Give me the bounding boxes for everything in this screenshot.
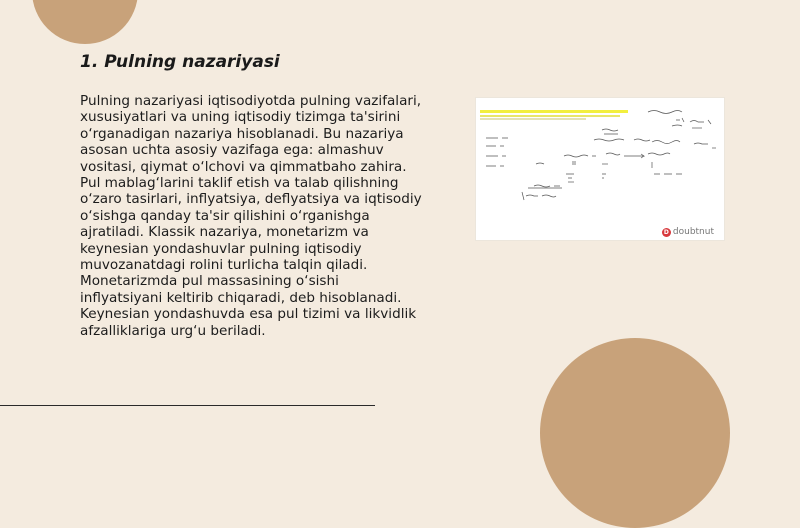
brand-logo-icon: D [662,228,671,237]
whiteboard-image [476,98,724,240]
handwritten-notes-illustration [476,98,724,240]
slide-title: 1. Pulning nazariyasi [80,52,280,72]
divider-line [0,405,375,406]
slide-body-text: Pulning nazariyasi iqtisodiyotda pulning vazifalari, xususiyatlari va uning iqtisodiy tizimga ta'sirini o‘rganadigan nazariya hisoblanadi. Bu nazariya asosan uchta asosiy vazifaga ega: almashuv vositasi, qiymat o‘lchovi va qimmatbaho zahira. Pul mablag‘larini taklif etish va talab qilishning o‘zaro tasirlari, inflyatsiya, deflyatsiya va iqtisodiy o‘sishga qanday ta'sir qilishini o‘rganishga ajratiladi. Klassik nazariya, monetarizm va keynesian yondashuvlar pulning iqtisodiy muvozanatdagi rolini turlicha talqin qiladi. Monetarizmda pul massasining o‘sishi inflyatsiyani keltirib chiqaradi, deb hisoblanadi. Keynesian yondashuvda esa pul tizimi va likvidlik afzalliklariga urg‘u beriladi. [80,93,422,339]
decorative-circle-bottom [540,338,730,528]
brand-logo [662,227,714,237]
decorative-circle-top [32,0,138,44]
brand-name: doubtnut [672,227,714,237]
